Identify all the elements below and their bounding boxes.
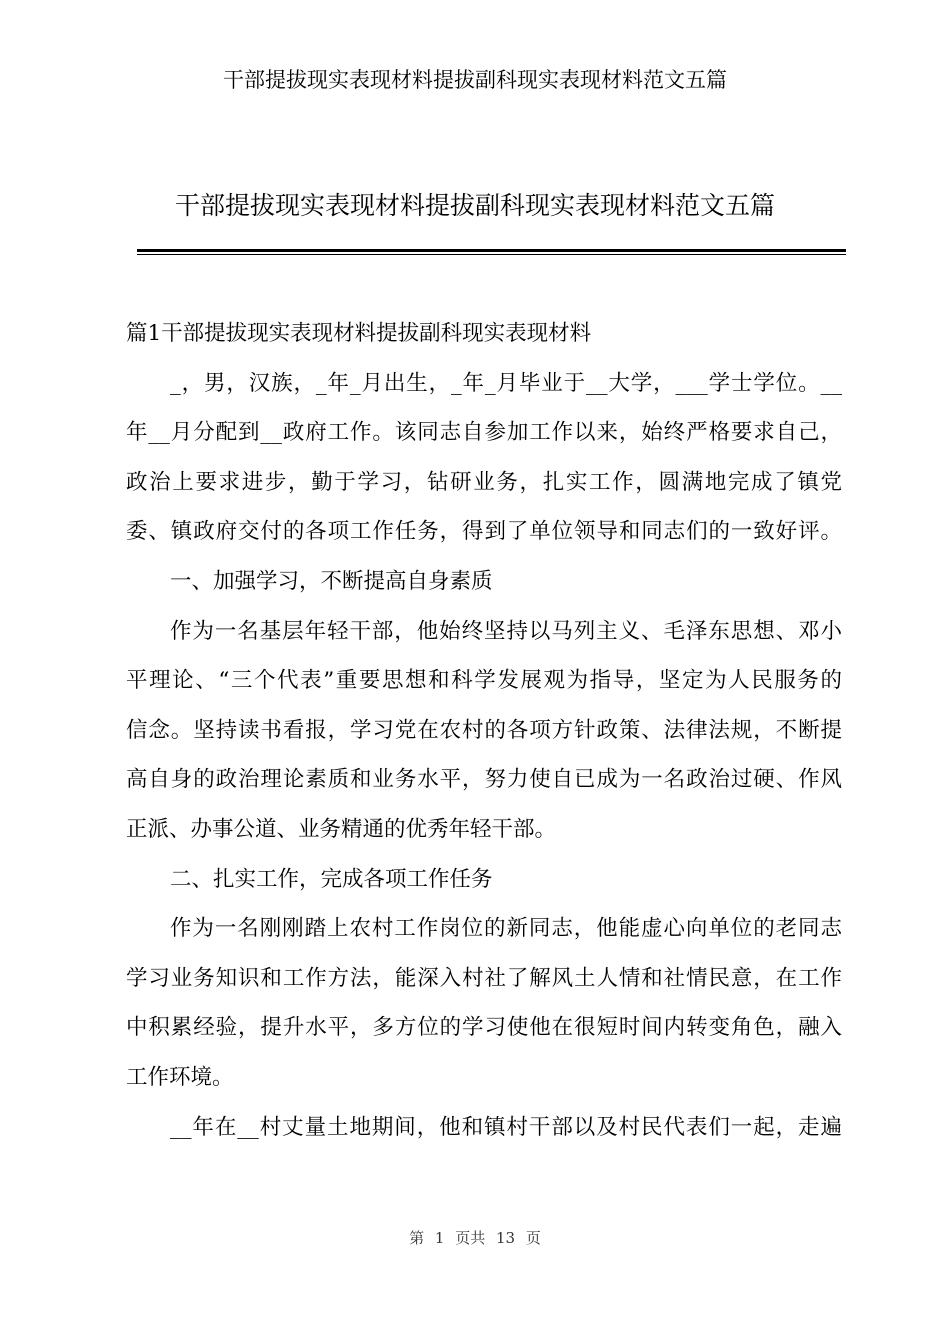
paragraph-line: _，男，汉族，_年_月出生，_年_月毕业于__大学，___学士学位。__: [170, 370, 842, 396]
subsection-heading: 一、加强学习，不断提高自身素质: [170, 568, 493, 594]
title-double-rule: [137, 249, 846, 256]
paragraph-line: 正派、办事公道、业务精通的优秀年轻干部。: [126, 816, 557, 842]
page-footer: 第 1 页共 13 页: [409, 1229, 541, 1247]
paragraph-line: 信念。坚持读书看报，学习党在农村的各项方针政策、法律法规，不断提: [126, 717, 842, 743]
document-title: 干部提拔现实表现材料提拔副科现实表现材料范文五篇: [174, 191, 775, 220]
subsection-heading: 二、扎实工作，完成各项工作任务: [170, 866, 493, 892]
paragraph-line: __年在__村丈量土地期间，他和镇村干部以及村民代表们一起，走遍: [170, 1114, 842, 1140]
paragraph-line: 高自身的政治理论素质和业务水平，努力使自已成为一名政治过硬、作风: [126, 767, 842, 793]
title-rule-thin: [137, 254, 846, 255]
paragraph-line: 委、镇政府交付的各项工作任务，得到了单位领导和同志们的一致好评。: [126, 519, 842, 545]
paragraph-line: 工作环境。: [126, 1064, 234, 1090]
document-body: [126, 319, 842, 1162]
paragraph-line: 作为一名刚刚踏上农村工作岗位的新同志，他能虚心向单位的老同志: [170, 916, 842, 942]
section-heading: 篇1干部提拔现实表现材料提拔副科现实表现材料: [126, 321, 592, 346]
paragraph-line: 作为一名基层年轻干部，他始终坚持以马列主义、毛泽东思想、邓小: [170, 618, 842, 644]
paragraph-line: 中积累经验，提升水平，多方位的学习使他在很短时间内转变角色，融入: [126, 1015, 842, 1041]
paragraph-line: 学习业务知识和工作方法，能深入村社了解风土人情和社情民意，在工作: [126, 965, 842, 991]
paragraph-line: 年__月分配到__政府工作。该同志自参加工作以来，始终严格要求自己，: [126, 420, 842, 446]
paragraph-line: 平理论、“三个代表”重要思想和科学发展观为指导，坚定为人民服务的: [126, 668, 842, 694]
title-rule-thick: [137, 249, 846, 252]
paragraph-line: 政治上要求进步，勤于学习，钻研业务，扎实工作，圆满地完成了镇党: [126, 469, 842, 495]
running-header: 干部提拔现实表现材料提拔副科现实表现材料范文五篇: [223, 68, 727, 92]
